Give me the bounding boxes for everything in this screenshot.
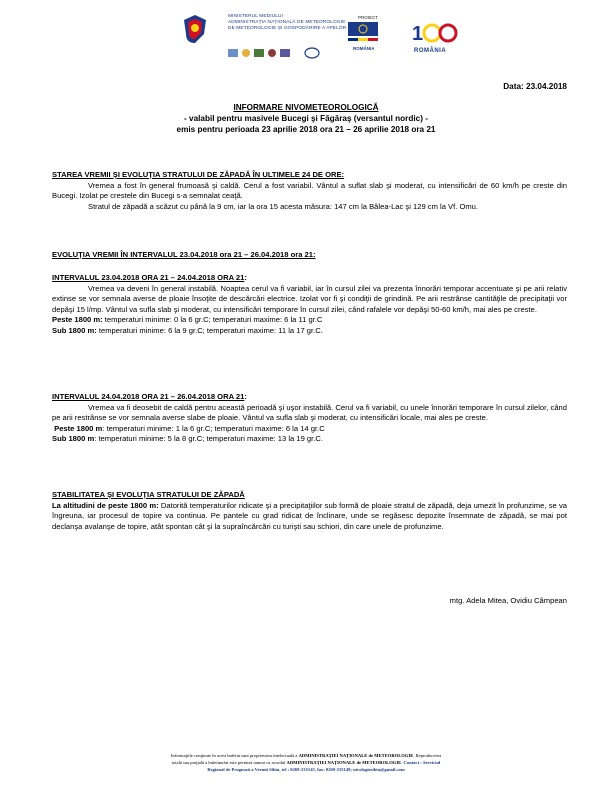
temp-text: temperaturi minime: 6 la 9 gr.C; temperaturi maxime: 11 la 17 gr.C. — [96, 325, 323, 335]
section-heading: EVOLUŢIA VREMII ÎN INTERVALUL 23.04.2018 ora 21 – 26.04.2018 ora 21: — [52, 250, 316, 259]
footer-text: totală sau parţială a buletinului este permisă numai cu acordul — [171, 760, 287, 766]
footer-contact: . Contact : Serviciul — [401, 760, 441, 766]
interval-heading: INTERVALUL 24.04.2018 ORA 21 – 26.04.2018 ORA 21 — [52, 392, 245, 401]
temp-label: Sub 1800 m: — [52, 325, 97, 335]
interval-colon: : — [244, 392, 247, 401]
section-forecast — [52, 250, 567, 261]
paragraph: Datorită temperaturilor ridicate şi a precipitaţiilor sub formă de ploaie stratul de zăpadă, deja umezit în profunzime, se va îngreuna, iar procesul de topire va continua. Pe pantele cu grad ridicat de înclinare, unde se regăsesc depozite însemnate de zăpadă, se mai pot declanşa avalanşe de topire, atât spontan cât şi la supraîncărcări cu turişti sau schiori, din care unele de profunzime. — [52, 500, 567, 531]
footer-org: ADMINISTRAŢIEI NAŢIONALE de METEOROLOGIE — [286, 760, 402, 766]
document-date: Data: 23.04.2018 — [503, 82, 567, 91]
temp-below-1800 — [52, 434, 567, 445]
title-line-2: - valabil pentru masivele Bucegi şi Făgăraş (versantul nordic) - — [184, 114, 428, 123]
temp-label: Peste 1800 m — [54, 423, 103, 433]
temp-text: : temperaturi minime: 1 la 6 gr.C; temperaturi maxime: 6 la 14 gr.C — [102, 423, 325, 433]
anm-line-1: MINISTERUL MEDIULUI — [228, 14, 284, 19]
footer-text: . Reproducerea — [413, 753, 442, 758]
romania-label: ROMÂNIA — [353, 46, 375, 51]
section-recent-conditions — [52, 170, 567, 212]
signature: mtg. Adela Mitea, Ovidiu Câmpean — [449, 596, 567, 605]
paragraph: Vremea va deveni în general instabilă. Noaptea cerul va fi variabil, iar în cursul zilei va prezenta înnorări temporar accentuate şi pe arii relativ extinse se vor semnala averse de ploaie însoţite de descărcări electrice. Izolat vor fi şi condiţii de grindină. Pe arii restrânse cantităţile de precipitaţii vor depăşi 15 l/mp. Vântul va sufla slab şi moderat, cu intensificări temporare în cursul zilei, când rafalele vor depăşi 50-60 km/h, mai ales pe creste. — [52, 283, 567, 314]
temp-label: Sub 1800 m — [52, 434, 95, 444]
paragraph: Vremea a fost în general frumoasă şi caldă. Cerul a fost variabil. Vântul a suflat slab şi moderat, cu intensificări de 60 km/h pe creste din Bucegi. Izolat pe crestele din Bucegi s-a semnalat ceaţă. — [52, 180, 567, 201]
footer — [45, 752, 567, 774]
temp-text: : temperaturi minime: 5 la 8 gr.C; temperaturi maxime: 13 la 19 gr.C. — [94, 434, 323, 444]
document-title — [45, 102, 567, 135]
interval-1 — [52, 273, 567, 337]
centenary-label: ROMÂNIA — [414, 48, 447, 54]
temp-above-1800 — [52, 424, 567, 435]
anm-name — [228, 14, 346, 33]
title-line-1: INFORMARE NIVOMETEOROLOGICĂ — [233, 103, 379, 112]
footer-org: ADMINISTRAŢIEI NAŢIONALE de METEOROLOGIE — [298, 753, 414, 758]
section-heading: STAREA VREMII ŞI EVOLUŢIA STRATULUI DE ZĂPADĂ ÎN ULTIMELE 24 DE ORE: — [52, 170, 345, 179]
paragraph: Vremea va fi deosebit de caldă pentru această perioadă şi uşor instabilă. Cerul va fi variabil, cu unele înnorări temporare în cursul zilelor, când pe arii restrânse se vor semnala averse slabe de ploaie. Vântul va sufla slab şi moderat, cu intensificări locale, mai ales pe creste. — [52, 402, 567, 423]
letterhead — [0, 0, 612, 70]
section-snow-stability — [52, 490, 567, 532]
paragraph: Stratul de zăpadă a scăzut cu până la 9 cm, iar la ora 15 acesta măsura: 147 cm la Bâlea-Lac şi 129 cm la Vf. Omu. — [88, 201, 479, 211]
temp-below-1800 — [52, 326, 567, 337]
anm-line-3: DE METEOROLOGIE ȘI GOSPODĂRIRE A APELOR — [228, 26, 347, 32]
romania-logo-icon — [348, 20, 378, 46]
temp-above-1800 — [52, 315, 567, 326]
interval-heading: INTERVALUL 23.04.2018 ORA 21 – 24.04.2018 ORA 21 — [52, 273, 245, 282]
government-crest-icon — [182, 14, 208, 44]
title-line-3: emis pentru perioada 23 aprilie 2018 ora 21 – 26 aprilie 2018 ora 21 — [176, 125, 436, 134]
svg-text:1: 1 — [412, 23, 424, 45]
altitude-lead: La altitudini de peste 1800 m: — [52, 500, 159, 510]
footer-contact-line: Regional de Prognoză a Vremii Sibiu, tel : 0269-235145, fax: 0269-235149; nivologiesibiu@gmail.com — [207, 767, 405, 773]
footer-text: Informaţiile conţinute în acest buletin sunt proprietatea intelectuală a — [170, 753, 299, 758]
temp-text: temperaturi minime: 0 la 6 gr.C; temperaturi maxime: 6 la 11 gr.C — [102, 315, 323, 325]
weather-logos-icon — [228, 46, 320, 60]
proiect-label: PROIECT — [358, 15, 379, 20]
anm-line-2: ADMINISTRAȚIA NAȚIONALĂ DE METEOROLOGIE — [228, 20, 346, 26]
interval-colon: : — [244, 273, 247, 282]
temp-label: Peste 1800 m: — [52, 315, 103, 325]
section-heading: STABILITATEA ŞI EVOLUŢIA STRATULUI DE ZĂPADĂ — [52, 490, 245, 499]
interval-2 — [52, 392, 567, 445]
